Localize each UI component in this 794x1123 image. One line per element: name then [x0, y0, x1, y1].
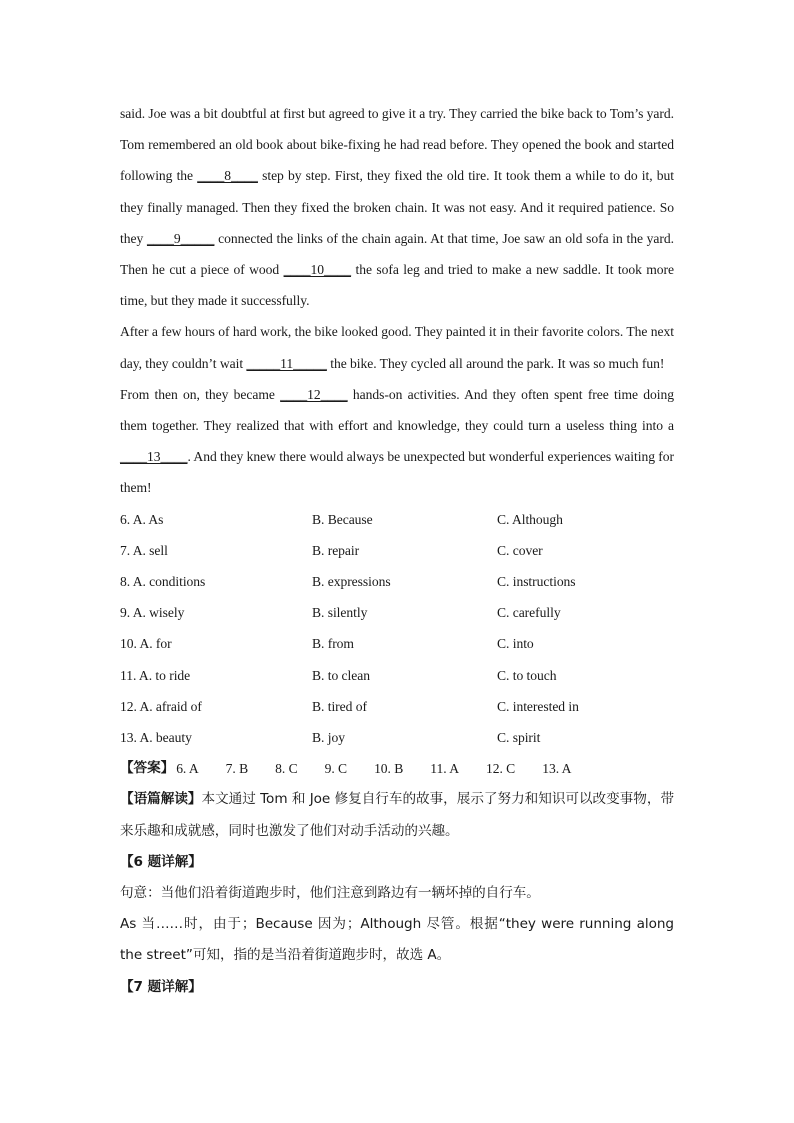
option-b: B. expressions: [312, 574, 391, 590]
answer-item: 7. B: [225, 761, 249, 777]
blank-10: ____10____: [283, 262, 352, 278]
q6-heading: 【6 题详解】: [120, 853, 202, 870]
passage-text: From then on, they became: [120, 386, 281, 402]
option-row-13: [120, 722, 674, 753]
passage-text: connected the links of the chain again. At that time, Joe saw an old sofa in the yard. Then he cut a piece of wood: [120, 230, 674, 278]
q6-explanation: As 当……时，由于；Because 因为；Although 尽管。根据“they were running along the street”可知，指的是当沿着街道跑步时，故选 A。: [120, 916, 674, 964]
option-row-8: [120, 566, 674, 597]
answer-item: 6. A: [176, 761, 199, 777]
option-c: C. interested in: [497, 698, 579, 714]
analysis-text: 本文通过 Tom 和 Joe 修复自行车的故事，展示了努力和知识可以改变事物，带来乐趣和成就感，同时也激发了他们对动手活动的兴趣。: [120, 791, 674, 839]
passage-text: hands-on activities. And they often spent free time doing them together. They realized that with effort and knowledge, they could turn a useless thing into a: [120, 386, 674, 434]
analysis-label: 【语篇解读】: [120, 791, 202, 808]
option-c: C. into: [497, 636, 534, 652]
option-row-7: [120, 535, 674, 566]
option-b: B. from: [312, 636, 354, 652]
passage-text: the bike. They cycled all around the park. It was so much fun!: [326, 355, 665, 371]
option-c: C. cover: [497, 542, 543, 558]
passage-paragraph-2: [120, 316, 674, 378]
option-b: B. joy: [312, 729, 345, 745]
option-a: 11. A. to ride: [120, 667, 191, 683]
option-c: C. instructions: [497, 574, 576, 590]
answer-item: 13. A: [542, 761, 572, 777]
blank-13: ____13____: [120, 449, 188, 465]
blank-11: _____11_____: [246, 355, 327, 371]
q6-sentence-meaning: 句意：当他们沿着街道跑步时，他们注意到路边有一辆坏掉的自行车。: [120, 884, 540, 901]
option-row-9: [120, 597, 674, 628]
answer-item: 8. C: [275, 761, 298, 777]
option-a: 7. A. sell: [120, 542, 168, 558]
option-b: B. to clean: [312, 667, 370, 683]
blank-12: ____12____: [280, 386, 348, 402]
q7-heading: 【7 题详解】: [120, 978, 202, 995]
option-row-6: [120, 504, 674, 535]
option-b: B. Because: [312, 511, 373, 527]
passage-text: After a few hours of hard work, the bike looked good. They painted it in their favorite colors. The next day, they couldn’t wait: [120, 324, 674, 371]
passage-text: said. Joe was a bit doubtful at first but agreed to give it a try. They carried the bike back to Tom’s yard. Tom remembered an old book about bike-fixing he had read before. They opened the book and started following the: [120, 106, 674, 184]
blank-9: ____9_____: [146, 230, 215, 246]
discourse-analysis: [120, 784, 674, 846]
option-row-11: [120, 660, 674, 691]
answer-item: 12. C: [485, 761, 516, 777]
blank-8: ____8____: [197, 168, 258, 184]
options-list: [120, 504, 674, 754]
answer-label: 【答案】: [120, 760, 175, 777]
option-b: B. silently: [312, 605, 368, 621]
option-b: B. repair: [312, 542, 360, 558]
option-c: C. carefully: [497, 605, 561, 621]
passage-text: step by step. First, they fixed the old tire. It took them a while to do it, but they finally managed. Then they fixed the broken chain. It was not easy. And it required patience. So they: [120, 168, 674, 246]
option-c: C. to touch: [497, 667, 557, 683]
option-a: 10. A. for: [120, 636, 172, 652]
option-a: 13. A. beauty: [120, 729, 192, 745]
option-row-12: [120, 691, 674, 722]
passage-paragraph-3: [120, 379, 674, 504]
answer-key: [120, 753, 674, 784]
option-a: 9. A. wisely: [120, 605, 185, 621]
answer-item: 10. B: [374, 761, 404, 777]
passage-text: the sofa leg and tried to make a new saddle. It took more time, but they made it successfully.: [120, 262, 674, 309]
answer-item: 11. A: [430, 761, 459, 777]
option-a: 6. A. As: [120, 511, 164, 527]
passage-text: . And they knew there would always be unexpected but wonderful experiences waiting for them!: [120, 449, 674, 496]
option-row-10: [120, 628, 674, 659]
option-b: B. tired of: [312, 698, 367, 714]
option-c: C. Although: [497, 511, 563, 527]
option-a: 8. A. conditions: [120, 574, 206, 590]
answer-item: 9. C: [324, 761, 348, 777]
option-a: 12. A. afraid of: [120, 698, 202, 714]
option-c: C. spirit: [497, 729, 541, 745]
page-content: [120, 98, 674, 1003]
passage-paragraph-1: [120, 98, 674, 316]
